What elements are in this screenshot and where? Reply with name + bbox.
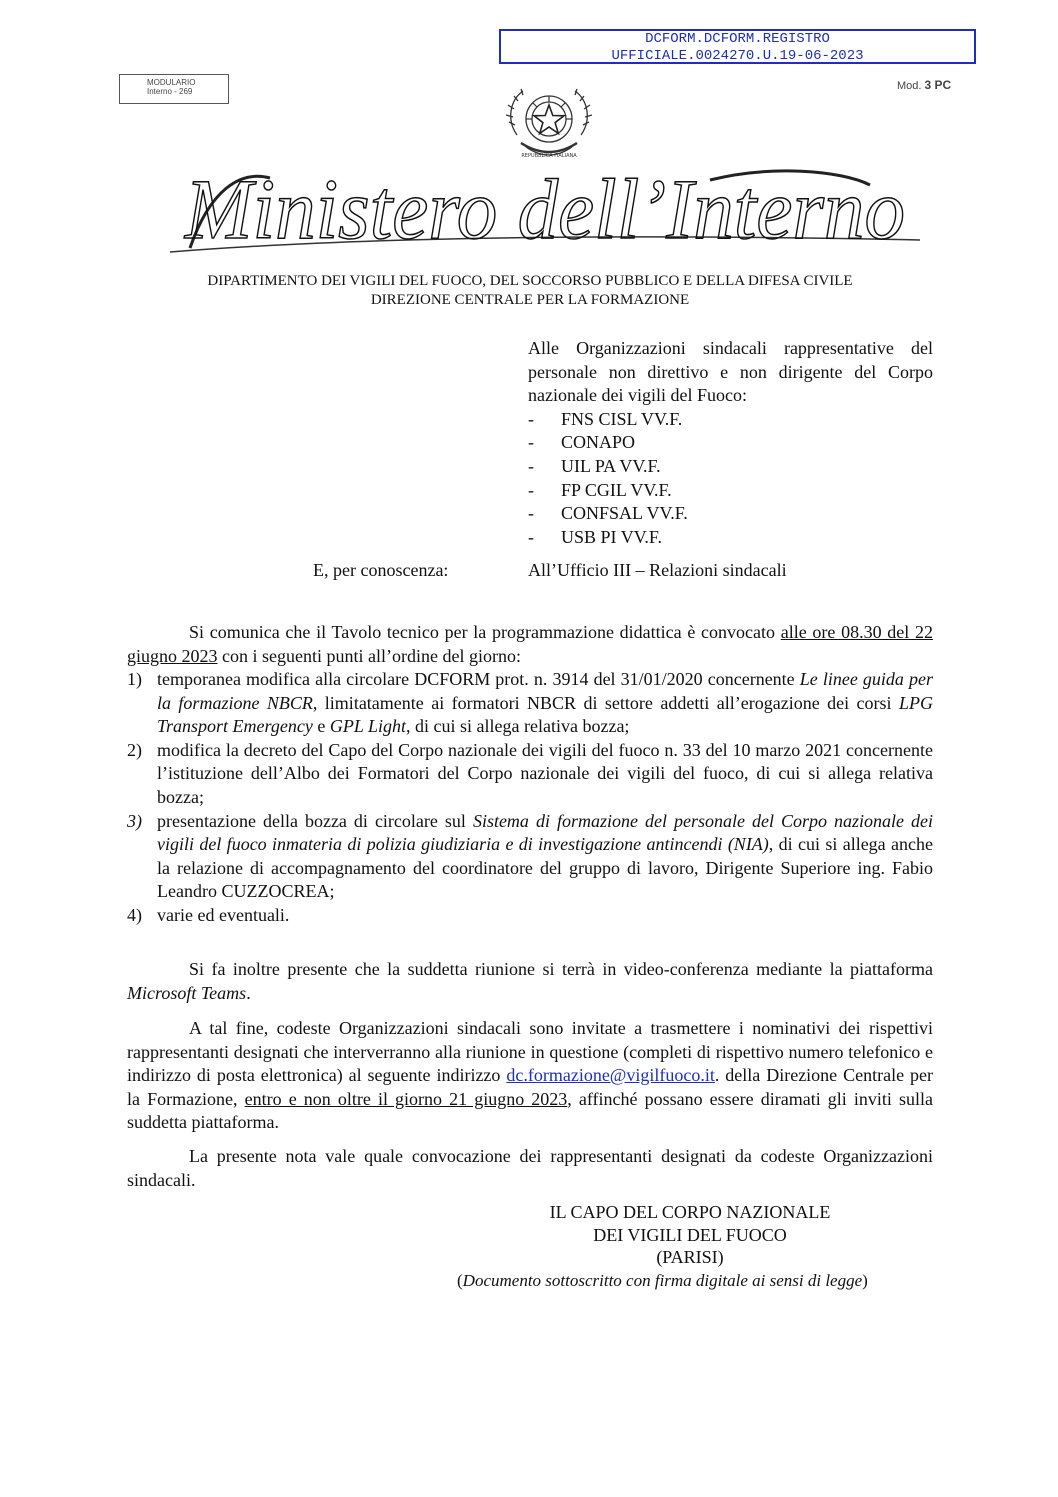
modulario-code: Interno - 269 <box>147 87 193 96</box>
digital-signature-note: (Documento sottoscritto con firma digitale ai sensi di legge) <box>457 1271 868 1290</box>
agenda-item-1: 1) temporanea modifica alla circolare DCFORM prot. n. 3914 del 31/01/2020 concernente Le linee guida per la formazione NBCR, limitatamente ai formatori NBCR di settore addetti all’erogazione dei corsi LPG Transport Emergency e GPL Light, di cui si allega relativa bozza; <box>127 669 933 737</box>
cc-recipient: All’Ufficio III – Relazioni sindacali <box>528 560 787 580</box>
meeting-datetime: alle ore 08.30 del 22 giugno 2023 <box>127 622 933 666</box>
modulario-box <box>119 74 229 104</box>
signature-line-1: IL CAPO DEL CORPO NAZIONALE <box>549 1202 831 1222</box>
protocol-line-2: UFFICIALE.0024270.U.19-06-2023 <box>611 48 864 64</box>
ministry-title: Ministero dell’Interno <box>183 161 905 257</box>
paragraph-convocation: Si comunica che il Tavolo tecnico per la programmazione didattica è convocato alle ore 08.30 del 22 giugno 2023 con i seguenti punti all’ordine del giorno: <box>127 622 933 666</box>
agenda-item-4: 4) varie ed eventuali. <box>127 904 290 925</box>
paragraph-closing: La presente nota vale quale convocazione dei rappresentanti designati da codeste Organizzazioni sindacali. <box>127 1146 933 1190</box>
mod-number: 3 PC <box>924 78 952 92</box>
protocol-stamp <box>499 29 976 64</box>
recipient-item: - UIL PA VV.F. <box>528 455 661 476</box>
department-line-2: DIREZIONE CENTRALE PER LA FORMAZIONE <box>370 292 690 308</box>
deadline-date: entro e non oltre il giorno 21 giugno 2023 <box>244 1088 568 1109</box>
cc-label: E, per conoscenza: <box>313 560 449 580</box>
recipient-item: - FNS CISL VV.F. <box>528 408 683 429</box>
mod-label <box>897 78 951 92</box>
signature-name: (PARISI) <box>656 1247 724 1267</box>
agenda-item-2: 2) modifica la decreto del Capo del Corpo nazionale dei vigili del fuoco n. 33 del 10 marzo 2021 concernente l’istituzione dell’Albo dei Formatori del Corpo nazionale dei vigili del fuoco, di cui si allega relativa bozza; <box>127 739 933 807</box>
signature-line-2: DEI VIGILI DEL FUOCO <box>593 1224 787 1245</box>
agenda-item-3: 3) presentazione della bozza di circolare sul Sistema di formazione del personale del Corpo nazionale dei vigili del fuoco inmateria di polizia giudiziaria e di investigazione antincendi (NIA), di cui si allega anche la relazione di accompagnamento del coordinatore del gruppo di lavoro, Dirigente Superiore ing. Fabio Leandro CUZZOCREA; <box>127 810 933 902</box>
recipient-item: - USB PI VV.F. <box>528 526 662 547</box>
signature-block <box>470 1201 910 1269</box>
protocol-line-1: DCFORM.DCFORM.REGISTRO <box>645 31 830 47</box>
recipient-item: - CONFSAL VV.F. <box>528 503 688 524</box>
email-link[interactable]: dc.formazione@vigilfuoco.it <box>506 1065 715 1086</box>
emblem-ribbon-text: REPUBBLICA ITALIANA <box>521 153 577 159</box>
modulario-label: MODULARIO <box>147 78 196 87</box>
recipients-block <box>528 337 933 549</box>
paragraph-videoconference: Si fa inoltre presente che la suddetta riunione si terrà in video-conferenza mediante la piattaforma Microsoft Teams. <box>127 959 933 1003</box>
department-line-1: DIPARTIMENTO DEI VIGILI DEL FUOCO, DEL SOCCORSO PUBBLICO E DELLA DIFESA CIVILE <box>207 273 853 289</box>
mod-prefix: Mod. <box>897 80 922 92</box>
recipient-item: - CONAPO <box>528 432 636 453</box>
recipient-item: - FP CGIL VV.F. <box>528 479 672 500</box>
paragraph-instructions: A tal fine, codeste Organizzazioni sindacali sono invitate a trasmettere i nominativi dei rispettivi rappresentanti designati che interverranno alla riunione in questione (completi di rispettivo numero telefonico e indirizzo di posta elettronica) al seguente indirizzo dc.formazione@vigilfuoco.it. della Direzione Centrale per la Formazione, entro e non oltre il giorno 21 giugno 2023, affinché possano essere diramati gli inviti sulla suddetta piattaforma. <box>127 1018 933 1133</box>
republic-emblem-icon <box>499 77 599 169</box>
agenda-list <box>127 668 933 928</box>
recipients-intro: Alle Organizzazioni sindacali rappresentative del personale non direttivo e non dirigente del Corpo nazionale dei vigili del Fuoco: <box>528 338 933 406</box>
ministry-heading <box>150 160 930 260</box>
